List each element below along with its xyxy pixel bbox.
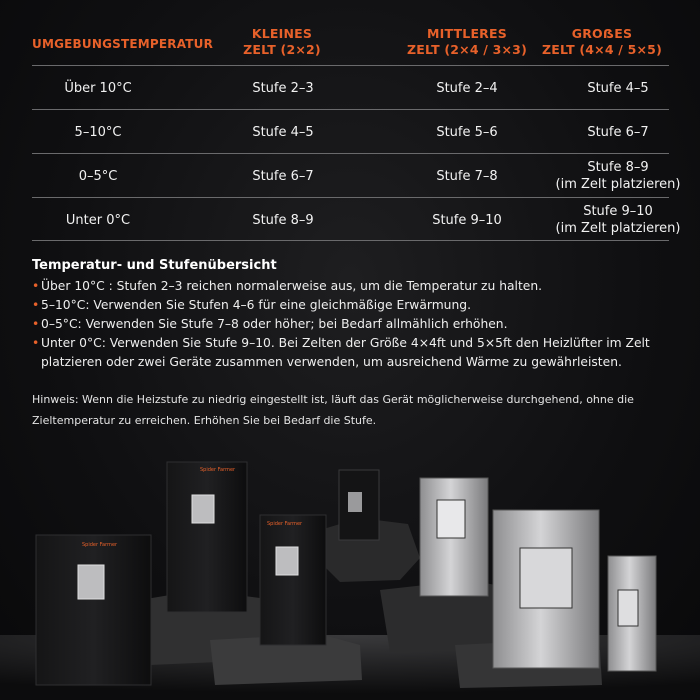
small-tent-cell: Stufe 8–9 — [252, 212, 314, 228]
temp-cell: Über 10°C — [64, 80, 132, 96]
summary-title: Temperatur- und Stufenübersicht — [32, 258, 277, 273]
hint-note: Hinweis: Wenn die Heizstufe zu niedrig eingestellt ist, läuft das Gerät möglicherweise durchgehend, ohne die Zieltemperatur zu erreichen. Erhöhen Sie bei Bedarf die Stufe. — [32, 393, 634, 427]
small-tent-cell: Stufe 6–7 — [252, 168, 314, 184]
large-tent-cell: Stufe 9–10 (im Zelt platzieren) — [555, 204, 681, 236]
list-item: • 0–5°C: Verwenden Sie Stufe 7–8 oder höher; bei Bedarf allmählich erhöhen. — [32, 315, 682, 334]
tent-small-image — [260, 515, 326, 645]
table-row — [32, 65, 669, 109]
header-large-tent: GROẞES ZELT (4×4 / 5×5) — [541, 26, 662, 57]
svg-text:Spider Farmer: Spider Farmer — [200, 467, 236, 473]
heater-steel-tall-image — [608, 556, 656, 671]
heater-steel-image — [420, 478, 488, 596]
bullet-icon: • — [32, 298, 40, 312]
bullet-icon: • — [32, 279, 40, 293]
table-row — [32, 153, 681, 197]
large-tent-cell: Stufe 6–7 — [587, 124, 649, 140]
level-table — [32, 22, 681, 241]
medium-tent-cell: Stufe 7–8 — [436, 168, 498, 184]
tent-tall-image — [167, 462, 247, 612]
svg-text:Spider Farmer: Spider Farmer — [267, 521, 303, 527]
summary-list — [32, 277, 682, 372]
product-scene-image — [0, 440, 700, 700]
svg-text:Spider Farmer: Spider Farmer — [82, 542, 118, 548]
header-ambient-temp: UMGEBUNGSTEMPERATUR — [32, 37, 214, 51]
header-small-tent: KLEINES ZELT (2×2) — [243, 26, 321, 57]
list-item: • Unter 0°C: Verwenden Sie Stufe 9–10. Bei Zelten der Größe 4×4ft und 5×5ft den Heizlüfter im Zelt platzieren oder zwei Geräte zusammen verwenden, um ausreichend Wärme zu gewährleisten. — [32, 336, 650, 369]
large-tent-cell: Stufe 8–9 (im Zelt platzieren) — [555, 160, 681, 192]
medium-tent-cell: Stufe 9–10 — [432, 212, 502, 228]
table-row — [32, 197, 681, 241]
temp-cell: Unter 0°C — [65, 212, 131, 228]
list-item: • 5–10°C: Verwenden Sie Stufen 4–6 für eine gleichmäßige Erwärmung. — [32, 296, 682, 315]
small-tent-cell: Stufe 2–3 — [252, 80, 314, 96]
table-row — [32, 109, 669, 153]
tent-large-image — [36, 535, 151, 685]
medium-tent-cell: Stufe 2–4 — [436, 80, 498, 96]
temp-cell: 5–10°C — [74, 124, 122, 140]
heater-dark-image — [339, 470, 379, 540]
bullet-icon: • — [32, 317, 40, 331]
temp-cell: 0–5°C — [78, 168, 118, 184]
large-tent-cell: Stufe 4–5 — [587, 80, 649, 96]
list-item: • Über 10°C : Stufen 2–3 reichen normalerweise aus, um die Temperatur zu halten. — [32, 277, 682, 296]
medium-tent-cell: Stufe 5–6 — [436, 124, 498, 140]
heater-steel-large-image — [493, 510, 599, 668]
small-tent-cell: Stufe 4–5 — [252, 124, 314, 140]
header-medium-tent: MITTLERES ZELT (2×4 / 3×3) — [406, 26, 527, 57]
table-header — [32, 22, 669, 65]
bullet-icon: • — [32, 336, 40, 350]
level-summary — [32, 258, 682, 372]
